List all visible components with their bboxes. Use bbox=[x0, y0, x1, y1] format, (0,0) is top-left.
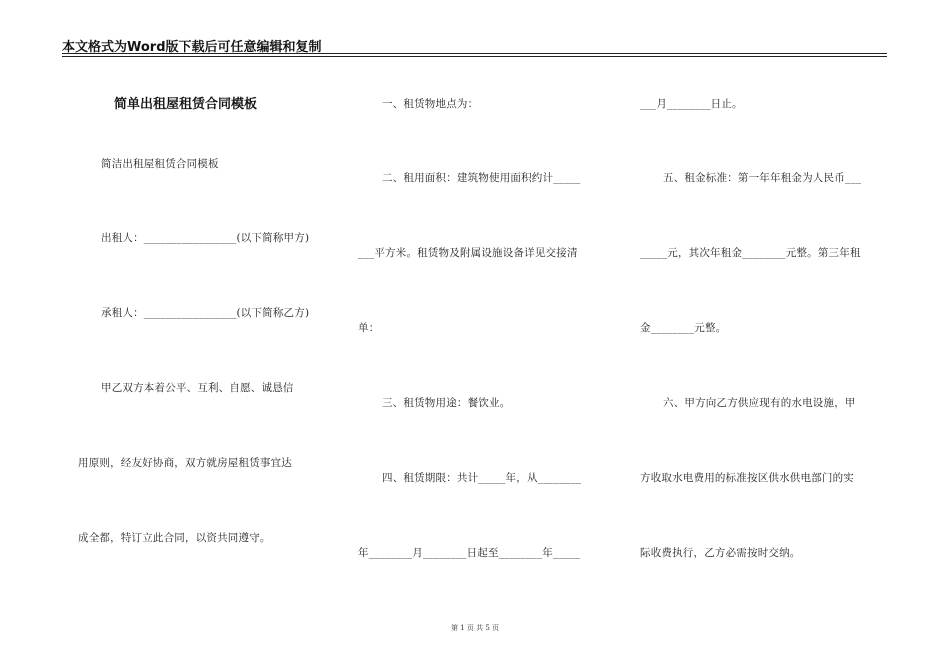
col2-line-3: ___平方米。租赁物及附属设施设备详见交接清 bbox=[358, 247, 578, 259]
header-rule-top bbox=[62, 53, 887, 54]
col1-line-6: 成全都，特订立此合同，以资共同遵守。 bbox=[78, 532, 271, 544]
col2-line-2: 二、租用面积：建筑物使用面积约计_____ bbox=[382, 172, 581, 184]
col2-line-1: 一、租赁物地点为： bbox=[382, 98, 479, 110]
document-header: 本文格式为Word版下载后可任意编辑和复制 bbox=[62, 40, 322, 55]
col3-line-5: 六、甲方向乙方供应现有的水电设施，甲 bbox=[663, 397, 856, 409]
col3-line-6: 方收取水电费用的标准按区供水供电部门的实 bbox=[640, 472, 854, 484]
col1-line-5: 用原则，经友好协商，双方就房屋租赁事宜达 bbox=[78, 457, 292, 469]
col3-line-7: 际收费执行，乙方必需按时交纳。 bbox=[640, 547, 801, 559]
document-title: 简单出租屋租赁合同模板 bbox=[114, 97, 258, 112]
col3-line-3: _____元，其次年租金________元整。第三年租 bbox=[640, 247, 861, 259]
page-footer: 第 1 页 共 5 页 bbox=[450, 624, 500, 632]
col2-line-7: 年________月________日起至________年_____ bbox=[358, 547, 581, 559]
col2-line-5: 三、租赁物用途：餐饮业。 bbox=[382, 397, 511, 409]
col3-line-1: ___月________日止。 bbox=[640, 98, 743, 110]
col2-line-4: 单： bbox=[358, 322, 380, 334]
col1-line-4: 甲乙双方本着公平、互利、自愿、诚恳信 bbox=[101, 382, 294, 394]
col1-line-3: 承租人：_________________(以下简称乙方) bbox=[101, 307, 310, 319]
header-rule-bottom bbox=[62, 56, 887, 57]
col1-line-1: 简洁出租屋租赁合同模板 bbox=[101, 158, 219, 170]
col3-line-4: 金________元整。 bbox=[640, 322, 727, 334]
col3-line-2: 五、租金标准：第一年年租金为人民币___ bbox=[663, 172, 862, 184]
col1-line-2: 出租人：_________________(以下简称甲方) bbox=[101, 232, 310, 244]
col2-line-6: 四、租赁期限：共计_____年，从________ bbox=[382, 472, 582, 484]
